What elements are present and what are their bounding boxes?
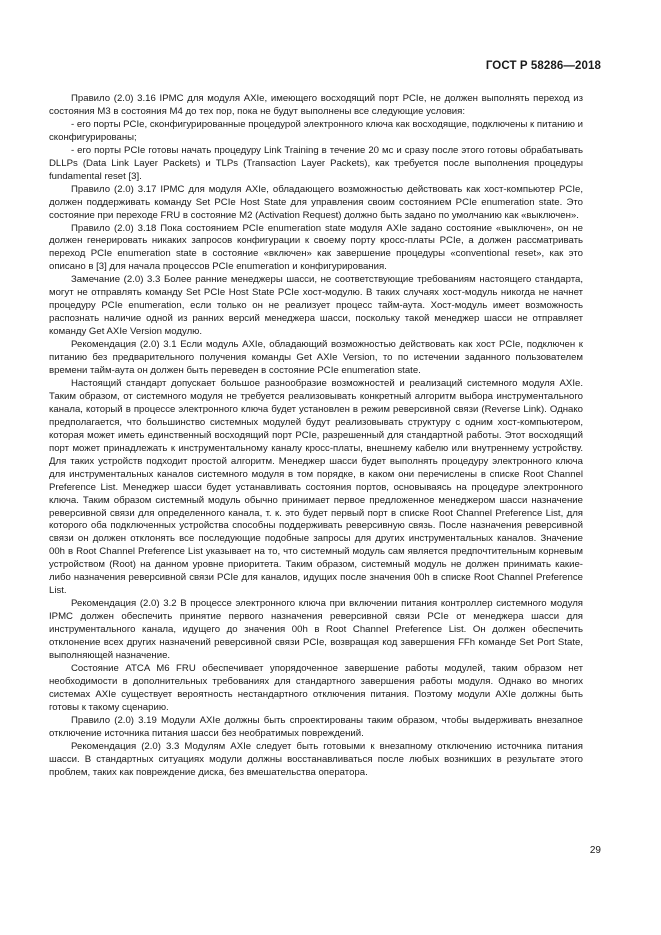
- paragraph-recommendation-3-1: Рекомендация (2.0) 3.1 Если модуль AXIe, обладающий возможностью действовать как хост PCIe, подключен к питанию без предварительного получения команды Get AXIe Version, то по истечении заданного пользователем времени тайм-аута он должен быть переведен в состояние PCIe enumeration state.: [49, 339, 583, 377]
- paragraph-rule-3-16: Правило (2.0) 3.16 IPMC для модуля AXIe, имеющего восходящий порт PCIe, не должен выполнять переход из состояния M3 в состояния M4 до тех пор, пока не будут выполнены все следующие условия:: [49, 93, 583, 117]
- paragraph-recommendation-3-2: Рекомендация (2.0) 3.2 В процессе электронного ключа при включении питания контроллер системного модуля IPMC должен обеспечить принятие первого назначения реверсивной связи PCIe от менеджера шасси для инструментального канала, идущего до значения 00h в Root Channel Preference List. Он должен обеспечить отклонение всех других назначений реверсивной связи PCIe, возвращая код завершения FFh команде Set Port State, выполняющей назначение.: [49, 598, 583, 661]
- list-item-condition-1: - его порты PCIe, сконфигурированные процедурой электронного ключа как восходящие, подключены к питанию и сконфигурированы;: [49, 118, 583, 143]
- paragraph-system-module: Настоящий стандарт допускает большое разнообразие возможностей и реализаций системного модуля AXIe. Таким образом, от системного модуля не требуется реализовывать конкретный алгоритм выбора инструментального канала, который в процессе электронного ключа будет установлен в режим реверсивной связи (Reverse Link). Однако предполагается, что большинство системных модулей будут реализовывать структуру с одним хост-компьютером, которая может иметь единственный восходящий порт PCIe, разрешенный для стандартной работы. Этот восходящий порт может принадлежать к инструментальному каналу кросс-платы, внешнему кабелю или внутреннему устройству. Для таких устройств подходит простой алгоритм. Менеджер шасси будет выполнять процедуру электронного ключа для инструментальных каналов системного модуля в том порядке, в каком они перечислены в списке Root Channel Preference List. Менеджер шасси будет устанавливать состояния портов, основываясь на процедуре электронного ключа. Таким образом системный модуль обычно принимает первое предложенное менеджером шасси назначение реверсивной связи для определенного канала, т. к. это будет первый порт в списке Root Channel Preference List, для которого оба подключенных устройства способны поддерживать реверсивную связь. После назначения реверсивной связи он должен отклонять все последующие подобные запросы для других инструментальных каналов. Значение 00h в Root Channel Preference List указывает на то, что системный модуль сам является предпочтительным корневым устройством (Root) на данном уровне приоритета. Таким образом, системный модуль не должен принимать какие-либо назначения реверсивной связи PCIe для каналов, идущих после значения 00h в списке Root Channel Preference List.: [49, 377, 583, 597]
- list-item-condition-2: - его порты PCIe готовы начать процедуру Link Training в течение 20 мс и сразу после этого готовы обрабатывать DLLPs (Data Link Layer Packets) и TLPs (Transaction Layer Packets), как требуется после выполнения процедуры fundamental reset [3].: [49, 144, 583, 182]
- paragraph-rule-3-17: Правило (2.0) 3.17 IPMC для модуля AXIe, обладающего возможностью действовать как хост-компьютер PCIe, должен поддерживать команду Set PCIe Host State для управления своим состоянием PCIe enumeration state. Это состояние при переходе FRU в состояние M2 (Activation Request) должно быть задано по умолчанию как «выключен».: [49, 183, 583, 221]
- body-text: [49, 93, 583, 780]
- paragraph-recommendation-3-3: Рекомендация (2.0) 3.3 Модулям AXIe следует быть готовыми к внезапному отключению источника питания шасси. В стандартных ситуациях модули должны восстанавливаться после любых возникших в результате этого проблем, таких как повреждение диска, без вмешательства оператора.: [49, 740, 583, 778]
- paragraph-rule-3-19: Правило (2.0) 3.19 Модули AXIe должны быть спроектированы таким образом, чтобы выдерживать внезапное отключение источника питания шасси без необратимых повреждений.: [49, 714, 583, 739]
- standard-header: ГОСТ Р 58286—2018: [485, 60, 601, 72]
- page-number: 29: [589, 845, 601, 856]
- paragraph-rule-3-18: Правило (2.0) 3.18 Пока состоянием PCIe enumeration state модуля AXIe задано состояние «выключен», он не должен генерировать никаких запросов конфигурации к своему порту кросс-платы PCIe, а должен рассматривать переход PCIe enumeration state в состояние «включен» как завершение процедуры «conventional reset», как это описано в [3] для начала процессов PCIe enumeration и конфигурирования.: [49, 222, 583, 273]
- paragraph-atca-m6: Состояние ATCA M6 FRU обеспечивает упорядоченное завершение работы модулей, таким образом нет необходимости в дополнительных требованиях для стандартного завершения работы модуля. Однако во многих системах AXIe существует вероятность нестандартного отключения питания. Поэтому модули AXIe должны быть готовы к такому сценарию.: [49, 662, 583, 713]
- paragraph-note-3-3: Замечание (2.0) 3.3 Более ранние менеджеры шасси, не соответствующие требованиям настоящего стандарта, могут не отправлять команду Set PCIe Host State PCIe хост-модулю. В таких случаях хост-модуль никогда не начнет процедуру PCIe enumeration, если только он не реализует процесс тайм-аута. Хост-модуль имеет возможность распознать наличие одной из ранних версий менеджера шасси, поскольку такой менеджер шасси не отправляет команду Get AXIe Version модулю.: [49, 274, 583, 338]
